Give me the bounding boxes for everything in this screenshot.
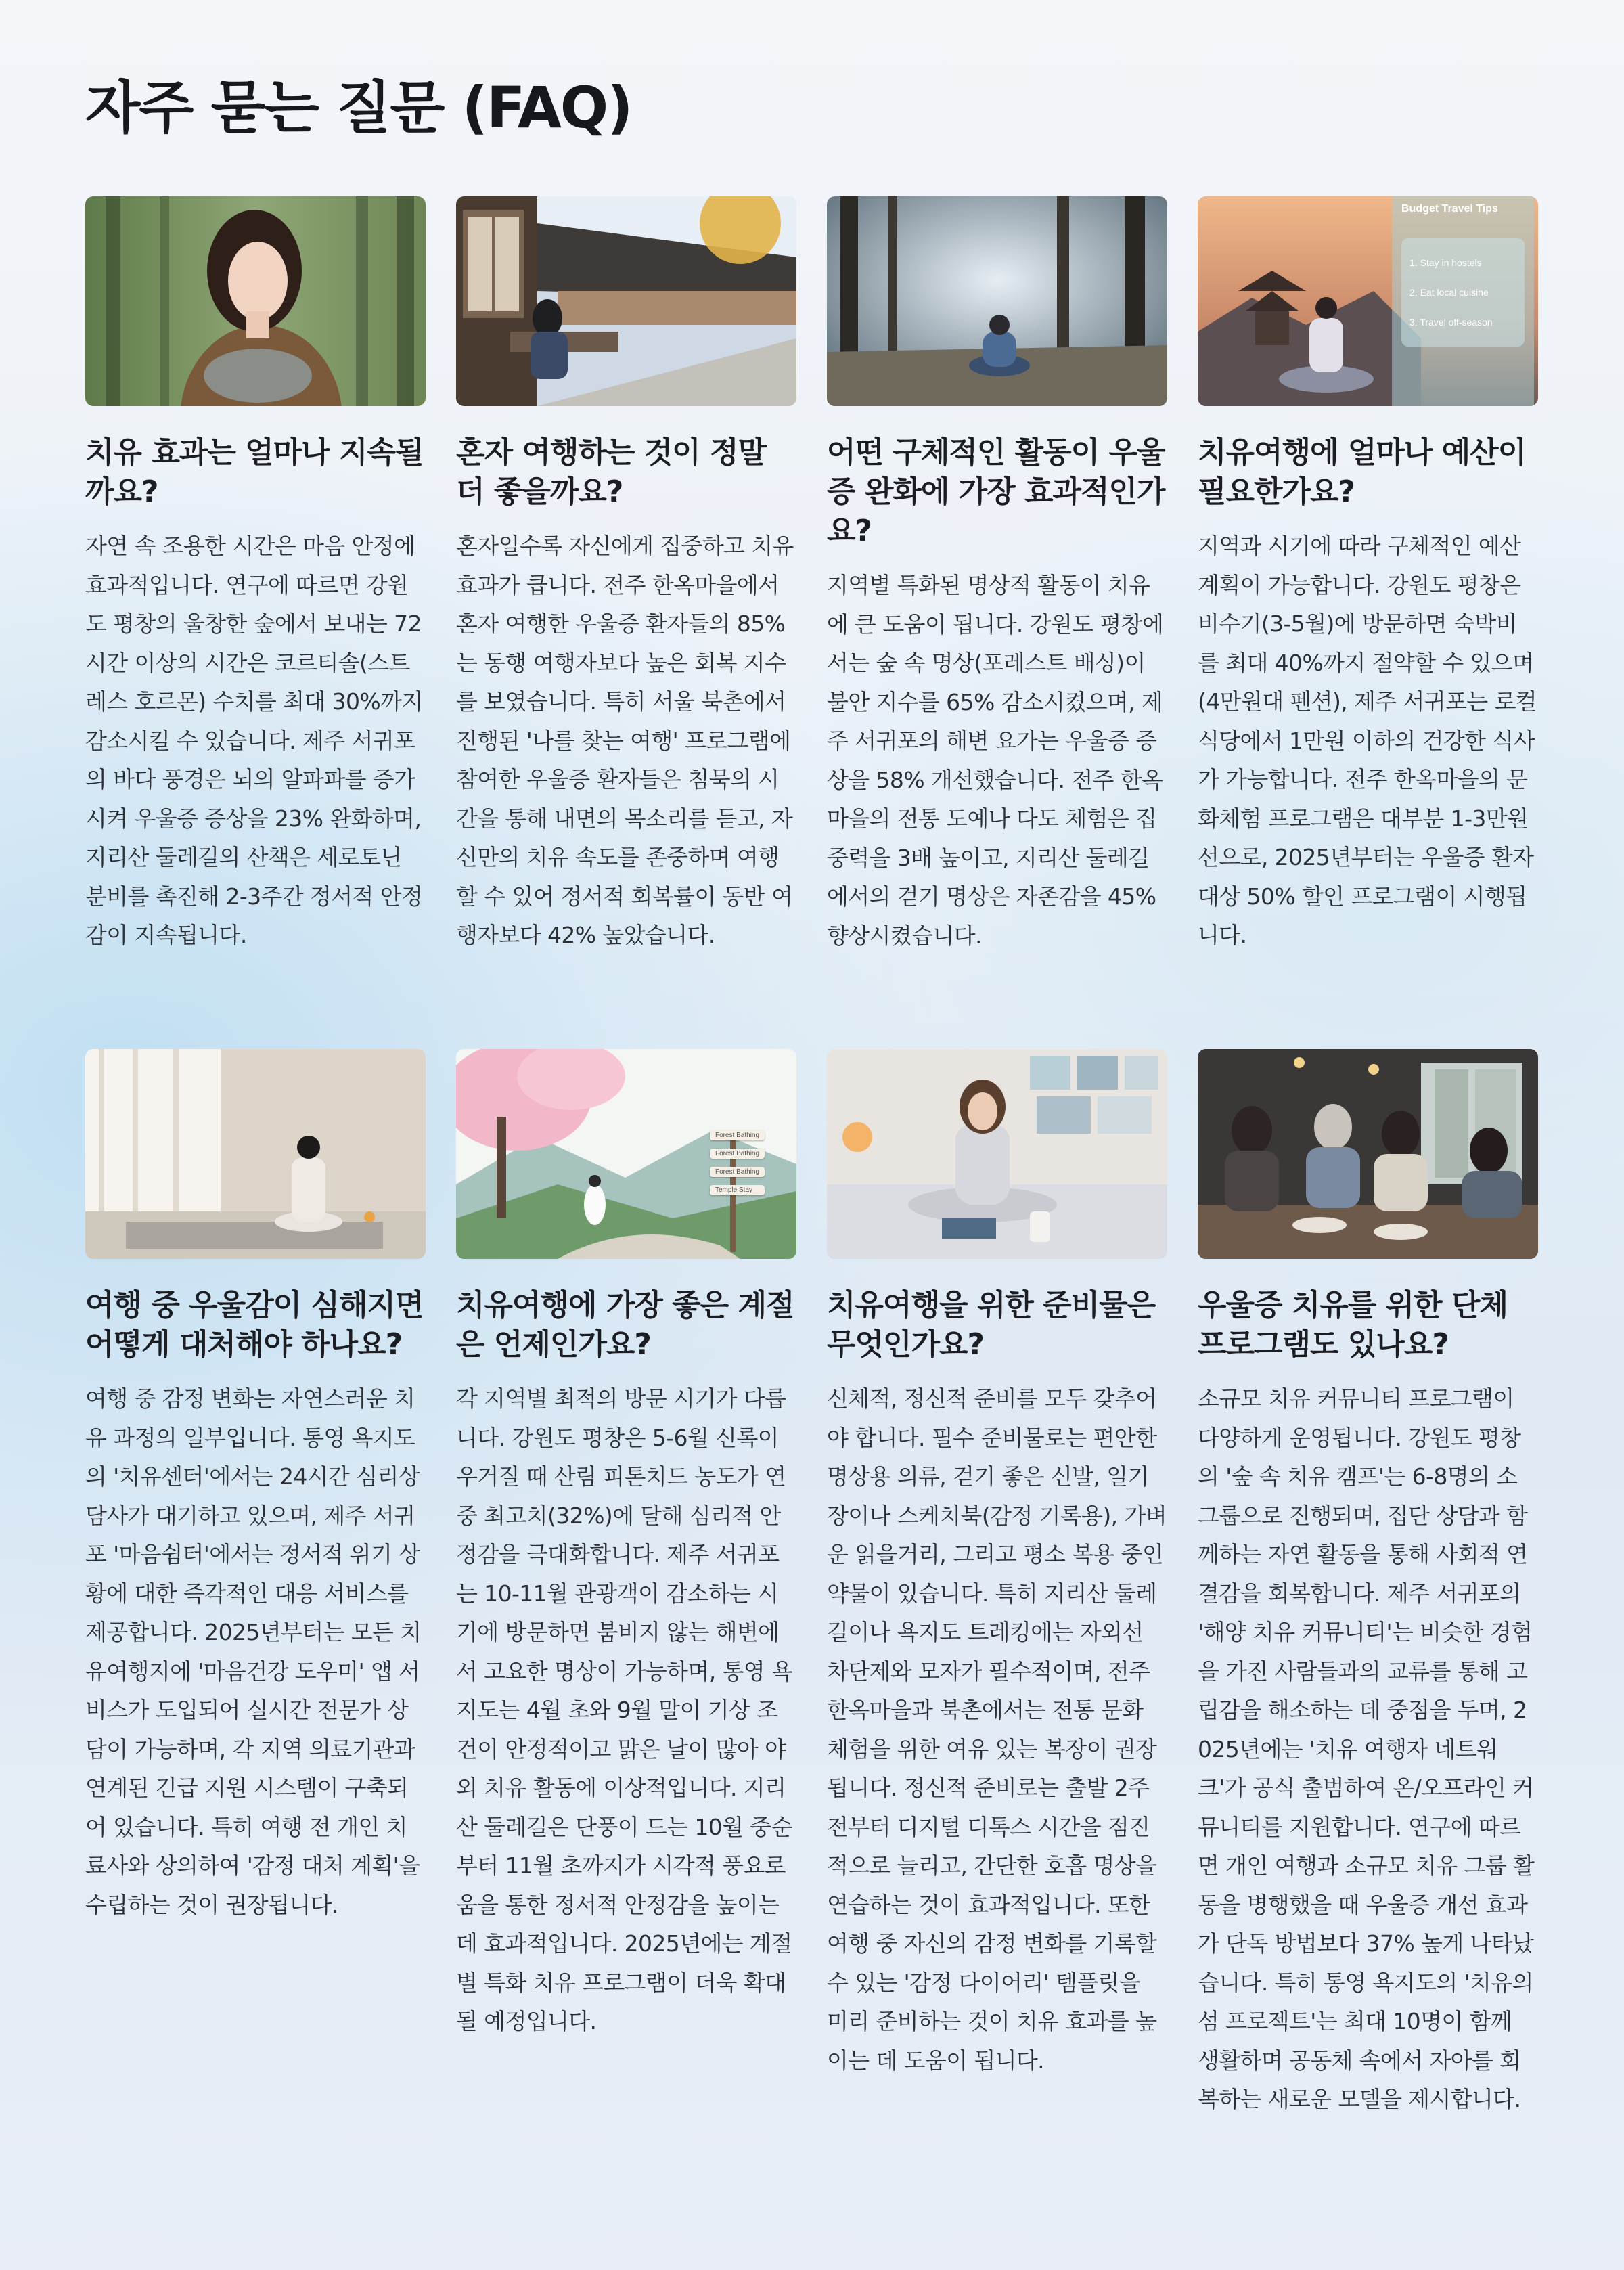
- budget-meditation-image: [1198, 196, 1538, 406]
- woman-in-forest-image: [85, 196, 426, 406]
- page-title: 자주 묻는 질문 (FAQ): [85, 74, 632, 141]
- overlay-title: Budget Travel Tips: [1401, 203, 1498, 215]
- bed-meditation-image: [827, 1049, 1167, 1259]
- faq-card: [1198, 1049, 1538, 2119]
- faq-card: [85, 196, 426, 955]
- faq-card: [456, 1049, 796, 2119]
- budget-tips-overlay: [1392, 196, 1534, 406]
- faq-card: [1198, 196, 1538, 955]
- faq-card: [456, 196, 796, 955]
- faq-card: [85, 1049, 426, 2119]
- faq-card: [827, 196, 1167, 955]
- faq-answer: 각 지역별 최적의 방문 시기가 다릅니다. 강원도 평창은 5-6월 신록이 우거질 때 산림 피톤치드 농도가 연중 최고치(32%)에 달해 심리적 안정감을 극대화합니다. 제주 서귀포는 10-11월 관광객이 감소하는 시기에 방문하면 붐비지 않는 해변에서 고요한 명상이 가능하며, 통영 욕지도는 4월 초와 9월 말이 기상 조건이 안정적이고 맑은 날이 많아 야외 치유 활동에 이상적입니다. 지리산 둘레길은 단풍이 드는 10월 중순부터 11월 초까지가 시각적 풍요로움을 통한 정서적 안정감을 높이는 데 효과적입니다. 2025년에는 계절별 특화 치유 프로그램이 더욱 확대될 예정입니다.: [456, 1385, 793, 2034]
- faq-answer: 소규모 치유 커뮤니티 프로그램이 다양하게 운영됩니다. 강원도 평창의 '숲 속 치유 캠프'는 6-8명의 소그룹으로 진행되며, 집단 상담과 함께하는 자연 활동을 통해 사회적 연결감을 회복합니다. 제주 서귀포의 '해양 치유 커뮤니티'는 비슷한 경험을 가진 사람들과의 교류를 통해 고립감을 해소하는 데 중점을 두며, 2025년에는 '치유 여행자 네트워크'가 공식 출범하여 온/오프라인 커뮤니티를 지원합니다. 연구에 따르면 개인 여행과 소규모 치유 그룹 활동을 병행했을 때 우울증 개선 효과가 단독 방법보다 37% 높게 나타났습니다. 특히 통영 욕지도의 '치유의 섬 프로젝트'는 최대 10명이 함께 생활하며 공동체 속에서 자아를 회복하는 새로운 모델을 제시합니다.: [1198, 1385, 1535, 2112]
- faq-answer: 지역과 시기에 따라 구체적인 예산 계획이 가능합니다. 강원도 평창은 비수기(3-5월)에 방문하면 숙박비를 최대 40%까지 절약할 수 있으며(4만원대 펜션), 제주 서귀포는 로컬 식당에서 1만원 이하의 건강한 식사가 가능합니다. 전주 한옥마을의 문화체험 프로그램은 대부분 1-3만원 선으로, 2025년부터는 우울증 환자 대상 50% 할인 프로그램이 시행됩니다.: [1198, 533, 1537, 948]
- signpost-label: Forest Bathing: [710, 1130, 765, 1140]
- signpost-label: Temple Stay: [710, 1185, 765, 1195]
- overlay-item: 2. Eat local cuisine: [1409, 287, 1489, 298]
- woman-at-hanok-image: [456, 196, 796, 406]
- faq-answer: 자연 속 조용한 시간은 마음 안정에 효과적입니다. 연구에 따르면 강원도 평창의 울창한 숲에서 보내는 72시간 이상의 시간은 코르티솔(스트레스 호르몬) 수치를 최대 30%까지 감소시킬 수 있습니다. 제주 서귀포의 바다 풍경은 뇌의 알파파를 증가시켜 우울증 증상을 23% 완화하며, 지리산 둘레길의 산책은 세로토닌 분비를 촉진해 2-3주간 정서적 안정감이 지속됩니다.: [85, 533, 423, 948]
- signpost-label: Forest Bathing: [710, 1167, 765, 1177]
- faq-grid-row-1: [85, 196, 1539, 955]
- overlay-item: 1. Stay in hostels: [1409, 257, 1482, 268]
- overlay-list: [1401, 238, 1525, 347]
- group-dinner-image: [1198, 1049, 1538, 1259]
- faq-question: 치유여행에 얼마나 예산이 필요한가요?: [1198, 435, 1527, 509]
- room-meditation-image: [85, 1049, 426, 1259]
- faq-answer: 지역별 특화된 명상적 활동이 치유에 큰 도움이 됩니다. 강원도 평창에서는 숲 속 명상(포레스트 배싱)이 불안 지수를 65% 감소시켰으며, 제주 서귀포의 해변 요가는 우울증 증상을 58% 개선했습니다. 전주 한옥마을의 전통 도예나 다도 체험은 집중력을 3배 높이고, 지리산 둘레길에서의 걷기 명상은 자존감을 45% 향상시켰습니다.: [827, 572, 1164, 949]
- overlay-item: 3. Travel off-season: [1409, 317, 1493, 328]
- faq-card: [827, 1049, 1167, 2119]
- faq-question: 어떤 구체적인 활동이 우울증 완화에 가장 효과적인가요?: [827, 435, 1165, 548]
- signpost: [710, 1130, 765, 1203]
- faq-answer: 신체적, 정신적 준비를 모두 갖추어야 합니다. 필수 준비물로는 편안한 명상용 의류, 걷기 좋은 신발, 일기장이나 스케치북(감정 기록용), 가벼운 읽을거리, 그리고 평소 복용 중인 약물이 있습니다. 특히 지리산 둘레길이나 욕지도 트레킹에는 자외선 차단제와 모자가 필수적이며, 전주 한옥마을과 북촌에서는 전통 문화 체험을 위한 여유 있는 복장이 권장됩니다. 정신적 준비로는 출발 2주 전부터 디지털 디톡스 시간을 점진적으로 늘리고, 간단한 호흡 명상을 연습하는 것이 효과적입니다. 또한 여행 중 자신의 감정 변화를 기록할 수 있는 '감정 다이어리' 템플릿을 미리 준비하는 것이 치유 효과를 높이는 데 도움이 됩니다.: [827, 1385, 1167, 2074]
- signpost-label: Forest Bathing: [710, 1149, 765, 1159]
- faq-question: 우울증 치유를 위한 단체 프로그램도 있나요?: [1198, 1288, 1508, 1362]
- faq-grid-row-2: [85, 1049, 1539, 2119]
- faq-question: 여행 중 우울감이 심해지면 어떻게 대처해야 하나요?: [85, 1288, 424, 1362]
- faq-question: 혼자 여행하는 것이 정말 더 좋을까요?: [456, 435, 766, 509]
- forest-meditation-image: [827, 196, 1167, 406]
- faq-question: 치유여행을 위한 준비물은 무엇인가요?: [827, 1288, 1156, 1362]
- faq-answer: 여행 중 감정 변화는 자연스러운 치유 과정의 일부입니다. 통영 욕지도의 '치유센터'에서는 24시간 심리상담사가 대기하고 있으며, 제주 서귀포 '마음쉼터'에서는 정서적 위기 상황에 대한 즉각적인 대응 서비스를 제공합니다. 2025년부터는 모든 치유여행지에 '마음건강 도우미' 앱 서비스가 도입되어 실시간 전문가 상담이 가능하며, 각 지역 의료기관과 연계된 긴급 지원 시스템이 구축되어 있습니다. 특히 여행 전 개인 치료사와 상의하여 '감정 대처 계획'을 수립하는 것이 권장됩니다.: [85, 1385, 422, 1918]
- faq-question: 치유여행에 가장 좋은 계절은 언제인가요?: [456, 1288, 794, 1362]
- faq-question: 치유 효과는 얼마나 지속될까요?: [85, 435, 424, 509]
- faq-answer: 혼자일수록 자신에게 집중하고 치유 효과가 큽니다. 전주 한옥마을에서 혼자 여행한 우울증 환자들의 85%는 동행 여행자보다 높은 회복 지수를 보였습니다. 특히 서울 북촌에서 진행된 '나를 찾는 여행' 프로그램에 참여한 우울증 환자들은 침묵의 시간을 통해 내면의 목소리를 듣고, 자신만의 치유 속도를 존중하며 여행할 수 있어 정서적 회복률이 동반 여행자보다 42% 높았습니다.: [456, 533, 794, 948]
- cherry-blossom-signpost-image: [456, 1049, 796, 1259]
